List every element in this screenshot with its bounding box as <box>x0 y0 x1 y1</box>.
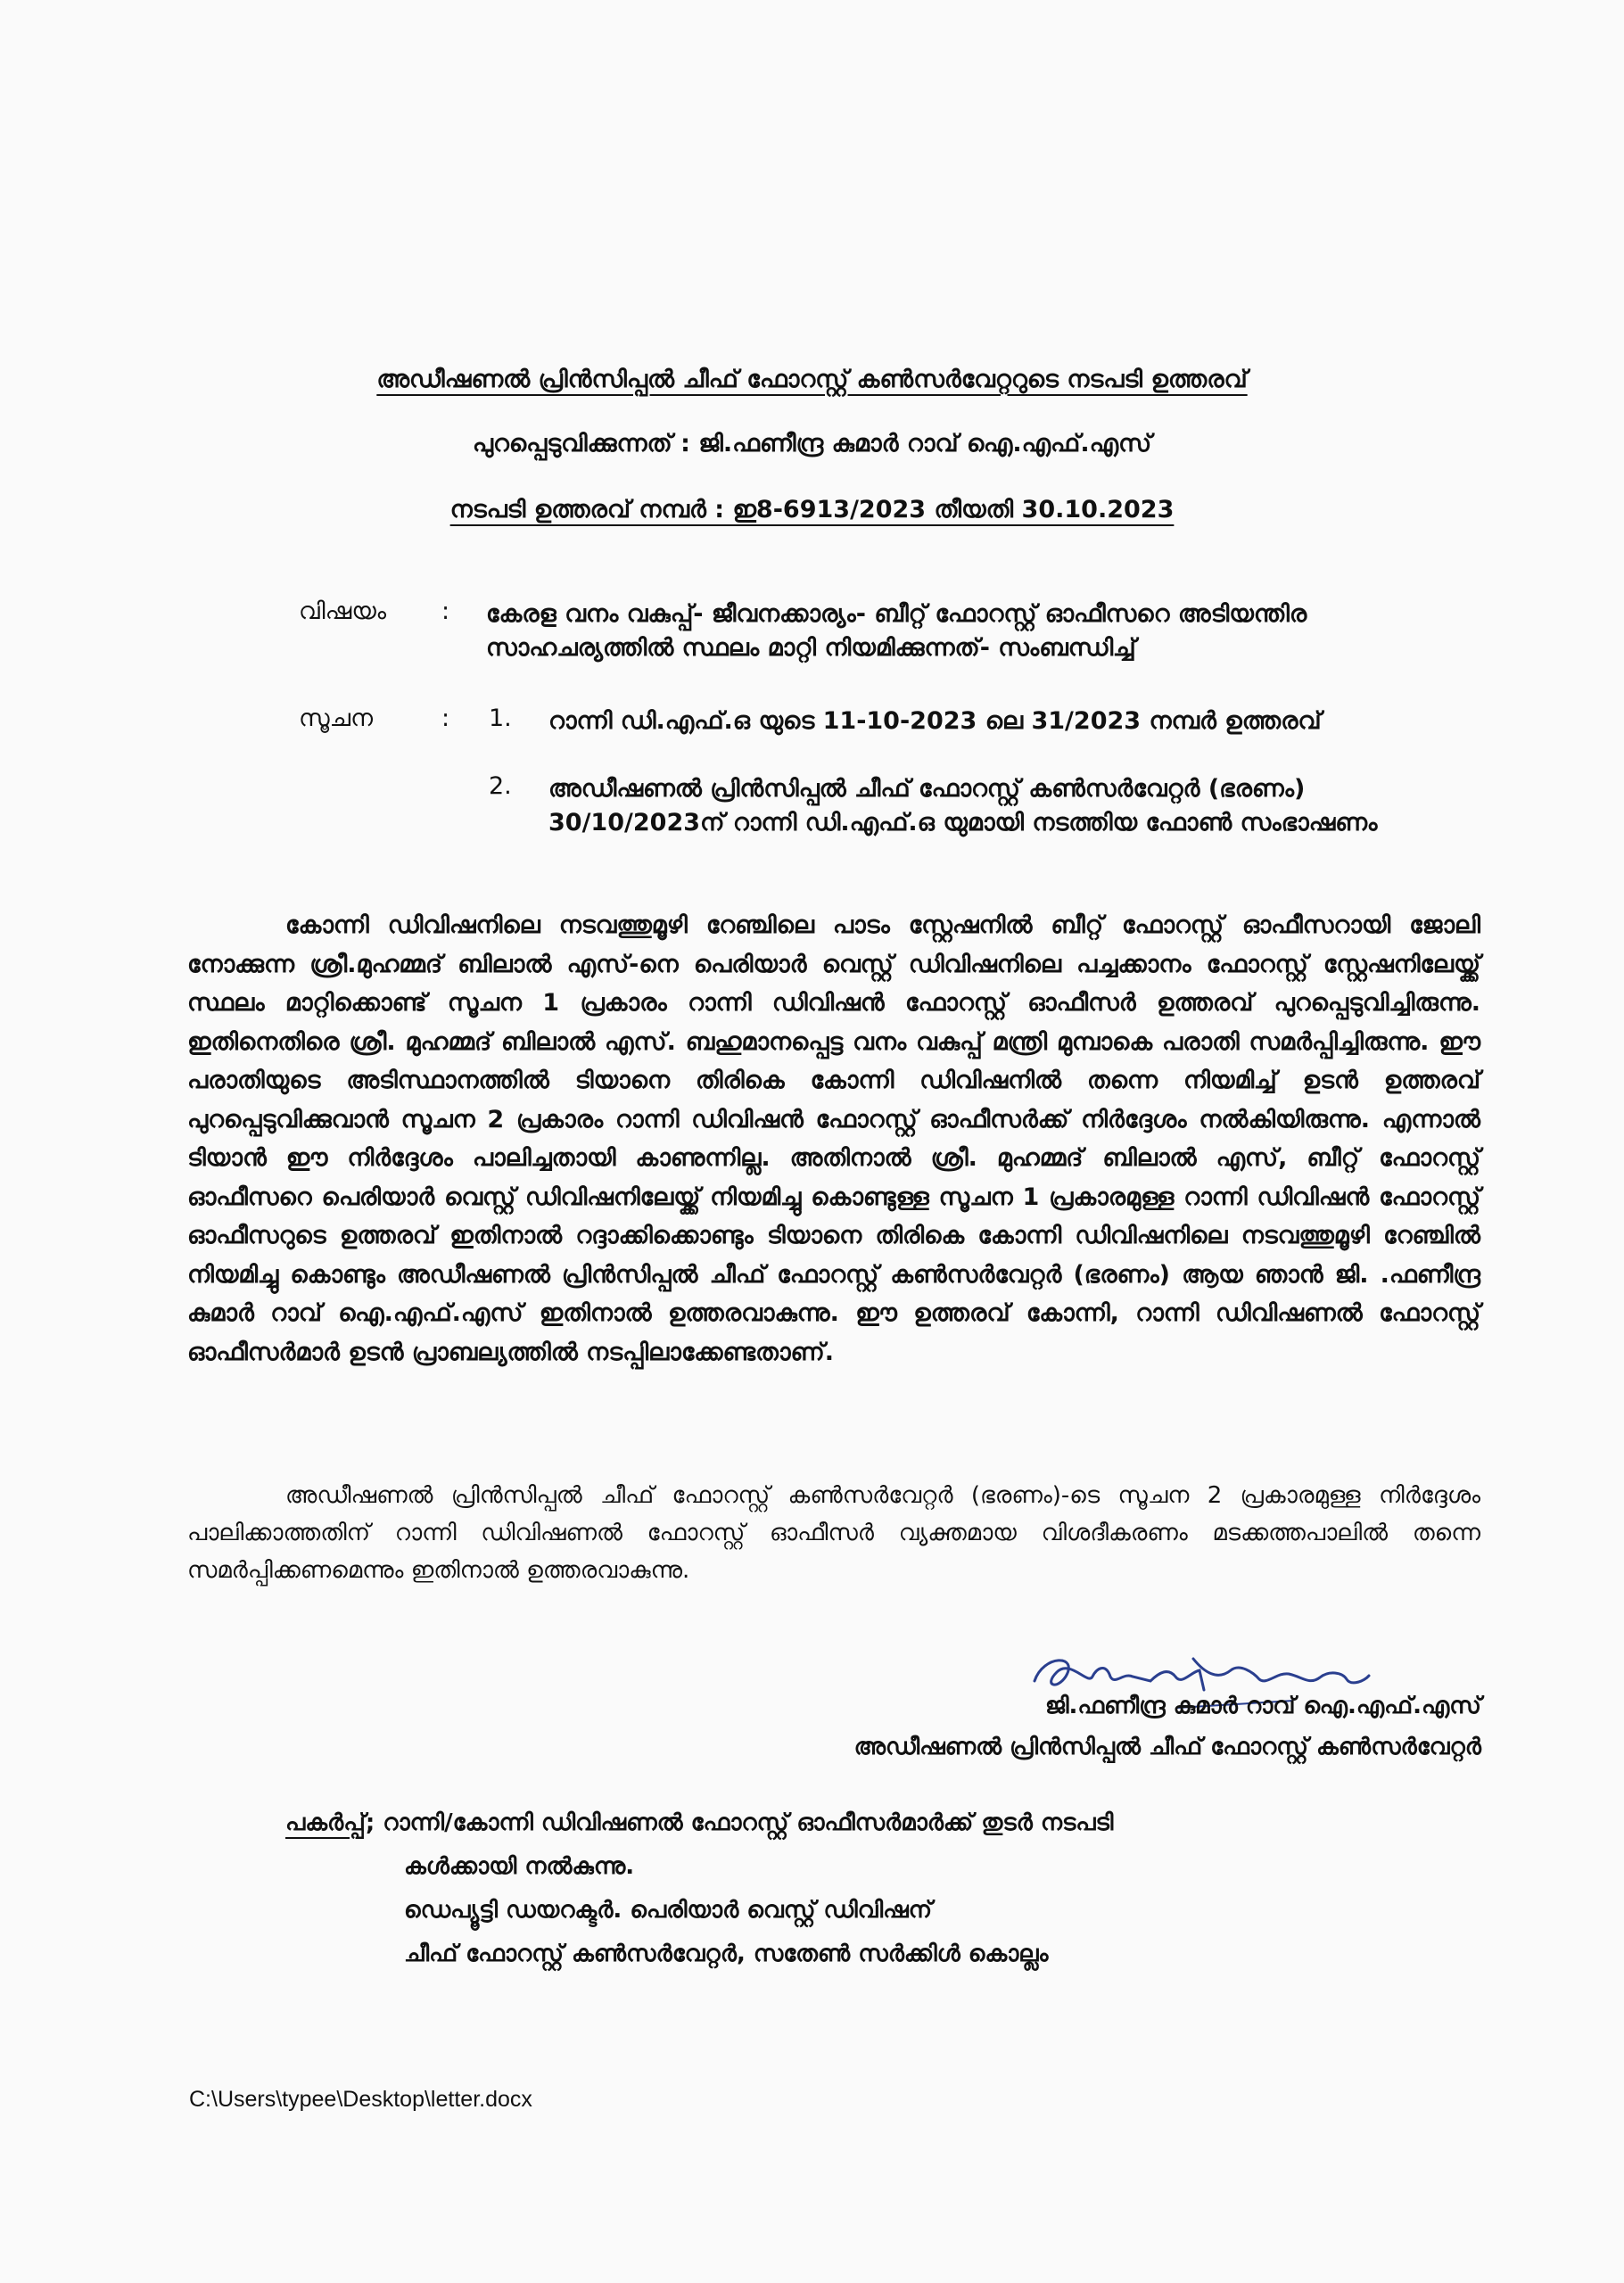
reference-colon: : <box>441 705 450 732</box>
reference-number: 1. <box>489 705 512 732</box>
subject-colon: : <box>441 598 450 625</box>
signatory-block <box>854 1685 1481 1768</box>
reference-number: 2. <box>489 772 512 800</box>
document-title: അഡീഷണൽ പ്രിൻസിപ്പൽ ചീഫ് ഫോറസ്റ്റ് കൺസർവേറ്ററുടെ നടപടി ഉത്തരവ് <box>376 366 1248 393</box>
subject-label: വിഷയം <box>299 598 387 625</box>
copy-to-label: പകർപ്പ് <box>285 1809 366 1836</box>
reference-item: റാന്നി ഡി.എഫ്.ഒ യുടെ 11-10-2023 ലെ 31/2023 നമ്പർ ഉത്തരവ് <box>548 707 1322 735</box>
issued-by: പുറപ്പെടുവിക്കുന്നത് : ജി.ഫണീന്ദ്ര കുമാർ റാവ് ഐ.എഫ്.എസ് <box>472 430 1152 457</box>
reference-label: സൂചന <box>299 705 374 732</box>
copy-to-recipient: ചീഫ് ഫോറസ്റ്റ് കൺസർവേറ്റർ, സതേൺ സർക്കിൾ കൊല്ലം <box>404 1941 1049 1967</box>
order-number: നടപടി ഉത്തരവ് നമ്പർ : ഇ8-6913/2023 തീയതി 30.10.2023 <box>449 496 1175 523</box>
file-path-footer: C:\Users\typee\Desktop\letter.docx <box>189 2087 532 2112</box>
subject-text: കേരള വനം വകുപ്പ്- ജീവനക്കാര്യം- ബീറ്റ് ഫോറസ്റ്റ് ഓഫീസറെ അടിയന്തിര സാഹചര്യത്തിൽ സ്ഥലം മാറ്റി നിയമിക്കുന്നത്- സംബന്ധിച്ച് <box>486 600 1307 662</box>
signatory-designation: അഡീഷണൽ പ്രിൻസിപ്പൽ ചീഫ് ഫോറസ്റ്റ് കൺസർവേറ്റർ <box>853 1734 1481 1760</box>
body-paragraph: കോന്നി ഡിവിഷനിലെ നടവത്തുമൂഴി റേഞ്ചിലെ പാടം സ്റ്റേഷനിൽ ബീറ്റ് ഫോറസ്റ്റ് ഓഫീസറായി ജോലി നോക്കുന്ന ശ്രീ.മുഹമ്മദ് ബിലാൽ എസ്-നെ പെരിയാർ വെസ്റ്റ് ഡിവിഷനിലെ പച്ചക്കാനം ഫോറസ്റ്റ് സ്റ്റേഷനിലേയ്ക്ക് സ്ഥലം മാറ്റിക്കൊണ്ട് സൂചന 1 പ്രകാരം റാന്നി ഡിവിഷൻ ഫോറസ്റ്റ് ഓഫീസർ ഉത്തരവ് പുറപ്പെടുവിച്ചിരുന്നു. ഇതിനെതിരെ ശ്രീ. മുഹമ്മദ് ബിലാൽ എസ്. ബഹുമാനപ്പെട്ട വനം വകുപ്പ് മന്ത്രി മുമ്പാകെ പരാതി സമർപ്പിച്ചിരുന്നു. ഈ പരാതിയുടെ അടിസ്ഥാനത്തിൽ ടിയാനെ തിരികെ കോന്നി ഡിവിഷനിൽ തന്നെ നിയമിച്ച് ഉടൻ ഉത്തരവ് പുറപ്പെടുവിക്കുവാൻ സൂചന 2 പ്രകാരം റാന്നി ഡിവിഷൻ ഫോറസ്റ്റ് ഓഫീസർക്ക് നിർദ്ദേശം നൽകിയിരുന്നു. എന്നാൽ ടിയാൻ ഈ നിർദ്ദേശം പാലിച്ചതായി കാണുന്നില്ല. അതിനാൽ ശ്രീ. മുഹമ്മദ് ബിലാൽ എസ്, ബീറ്റ് ഫോറസ്റ്റ് ഓഫീസറെ പെരിയാർ വെസ്റ്റ് ഡിവിഷനിലേയ്ക്ക് നിയമിച്ചു കൊണ്ടുള്ള സൂചന 1 പ്രകാരമുള്ള റാന്നി ഡിവിഷൻ ഫോറസ്റ്റ് ഓഫീസറുടെ ഉത്തരവ് ഇതിനാൽ റദ്ദാക്കിക്കൊണ്ടും ടിയാനെ തിരികെ കോന്നി ഡിവിഷനിലെ നടവത്തുമൂഴി റേഞ്ചിൽ നിയമിച്ചു കൊണ്ടും അഡീഷണൽ പ്രിൻസിപ്പൽ ചീഫ് ഫോറസ്റ്റ് കൺസർവേറ്റർ (ഭരണം) ആയ ഞാൻ ജി. .ഫണീന്ദ്ര കുമാർ റാവ് ഐ.എഫ്.എസ് ഇതിനാൽ ഉത്തരവാകുന്നു. ഈ ഉത്തരവ് കോന്നി, റാന്നി ഡിവിഷണൽ ഫോറസ്റ്റ് ഓഫീസർമാർ ഉടൻ പ്രാബല്യത്തിൽ നടപ്പിലാക്കേണ്ടതാണ്. <box>187 911 1480 1366</box>
signatory-name: ജി.ഫണീന്ദ്ര കുമാർ റാവ് ഐ.എഫ്.എസ് <box>1045 1693 1481 1719</box>
copy-to-line: കൾക്കായി നൽകുന്നു. <box>404 1853 635 1880</box>
copy-to-recipient: ഡെപ്യൂട്ടി ഡയറക്ടർ. പെരിയാർ വെസ്റ്റ് ഡിവിഷന് <box>404 1897 933 1924</box>
copy-to-block <box>285 1801 1113 1976</box>
copy-to-line: പകർപ്പ്; റാന്നി/കോന്നി ഡിവിഷണൽ ഫോറസ്റ്റ് ഓഫീസർമാർക്ക് തുടർ നടപടി <box>285 1809 1114 1836</box>
copy-to-recipient: റാന്നി/കോന്നി ഡിവിഷണൽ ഫോറസ്റ്റ് ഓഫീസർമാർക്ക് തുടർ നടപടി <box>383 1809 1114 1836</box>
reference-item: അഡീഷണൽ പ്രിൻസിപ്പൽ ചീഫ് ഫോറസ്റ്റ് കൺസർവേറ്റർ (ഭരണം) 30/10/2023ന് റാന്നി ഡി.എഫ്.ഒ യുമായി നടത്തിയ ഫോൺ സംഭാഷണം <box>548 775 1378 837</box>
body-paragraph: അഡീഷണൽ പ്രിൻസിപ്പൽ ചീഫ് ഫോറസ്റ്റ് കൺസർവേറ്റർ (ഭരണം)-ടെ സൂചന 2 പ്രകാരമുള്ള നിർദ്ദേശം പാലിക്കാത്തതിന് റാന്നി ഡിവിഷണൽ ഫോറസ്റ്റ് ഓഫീസർ വ്യക്തമായ വിശദീകരണം മടക്കത്തപാലിൽ തന്നെ സമർപ്പിക്കണമെന്നും ഇതിനാൽ ഉത്തരവാകുന്നു. <box>187 1482 1480 1584</box>
